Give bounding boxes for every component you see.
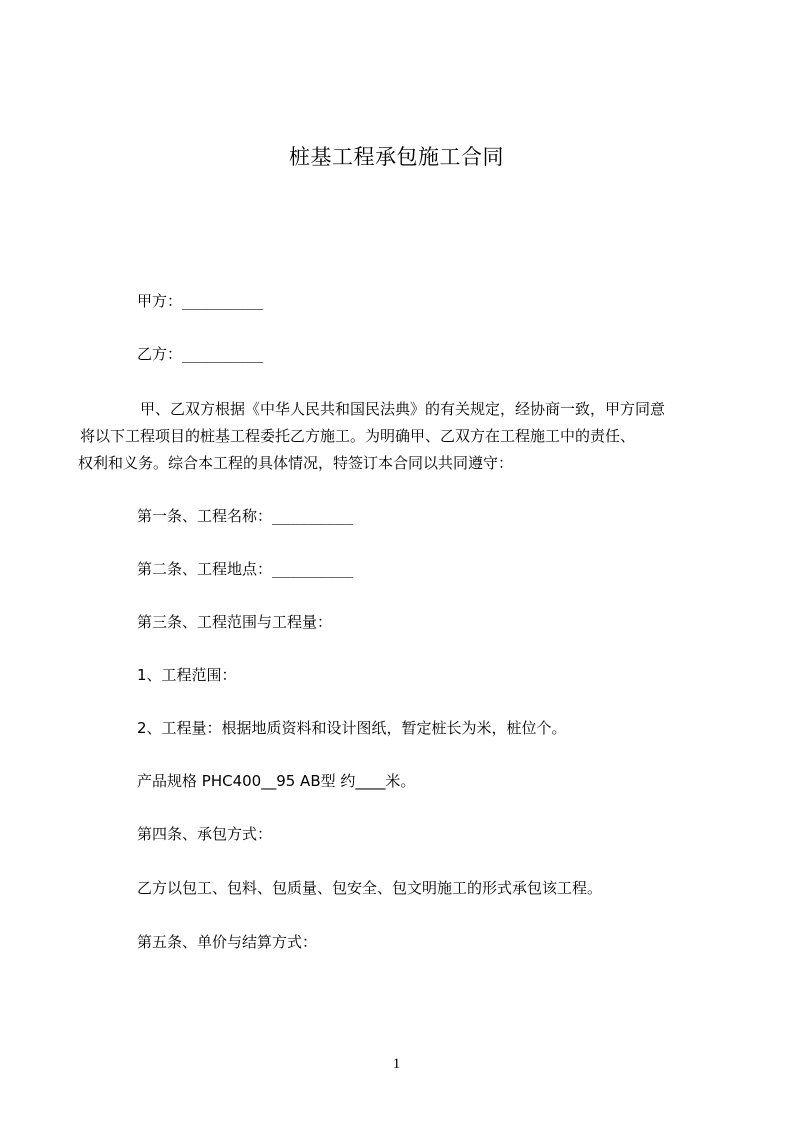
- article-2-line: [137, 559, 353, 579]
- intro-row: 将以下工程项目的桩基工程委托乙方施工。为明确甲、乙双方在工程施工中的责任、: [80, 427, 636, 445]
- article-2-label: 第二条、工程地点：: [137, 560, 273, 578]
- article-4-text: 乙方以包工、包料、包质量、包安全、包文明施工的形式承包该工程。: [137, 879, 603, 897]
- party-a-label: 甲方：: [137, 292, 183, 310]
- article-5-heading: 第五条、单价与结算方式：: [137, 933, 318, 951]
- intro-row: 甲、乙双方根据《中华人民共和国民法典》的有关规定，经协商一致，甲方同意: [140, 400, 666, 418]
- article-2-blank: _________: [272, 560, 354, 578]
- article-4-heading: 第四条、承包方式：: [137, 825, 273, 843]
- article-1-label: 第一条、工程名称：: [137, 507, 273, 525]
- item-1: 1、工程范围：: [137, 666, 237, 684]
- intro-paragraph: [78, 396, 728, 477]
- party-b-blank: _________: [182, 345, 264, 363]
- party-a-line: [137, 291, 263, 311]
- item-2: 2、工程量：根据地质资料和设计图纸，暂定桩长为米，桩位个。: [137, 719, 567, 737]
- party-b-line: [137, 344, 263, 364]
- page-number: 1: [392, 1056, 401, 1072]
- article-1-line: [137, 506, 353, 526]
- product-spec: 产品规格 PHC400__95 AB型 约____米。: [137, 772, 416, 790]
- article-1-blank: _________: [272, 507, 354, 525]
- party-b-label: 乙方：: [137, 345, 183, 363]
- article-3-heading: 第三条、工程范围与工程量：: [137, 613, 333, 631]
- document-title: 桩基工程承包施工合同: [289, 145, 504, 169]
- party-a-blank: _________: [182, 292, 264, 310]
- intro-row: 权利和义务。综合本工程的具体情况，特签订本合同以共同遵守：: [78, 454, 514, 472]
